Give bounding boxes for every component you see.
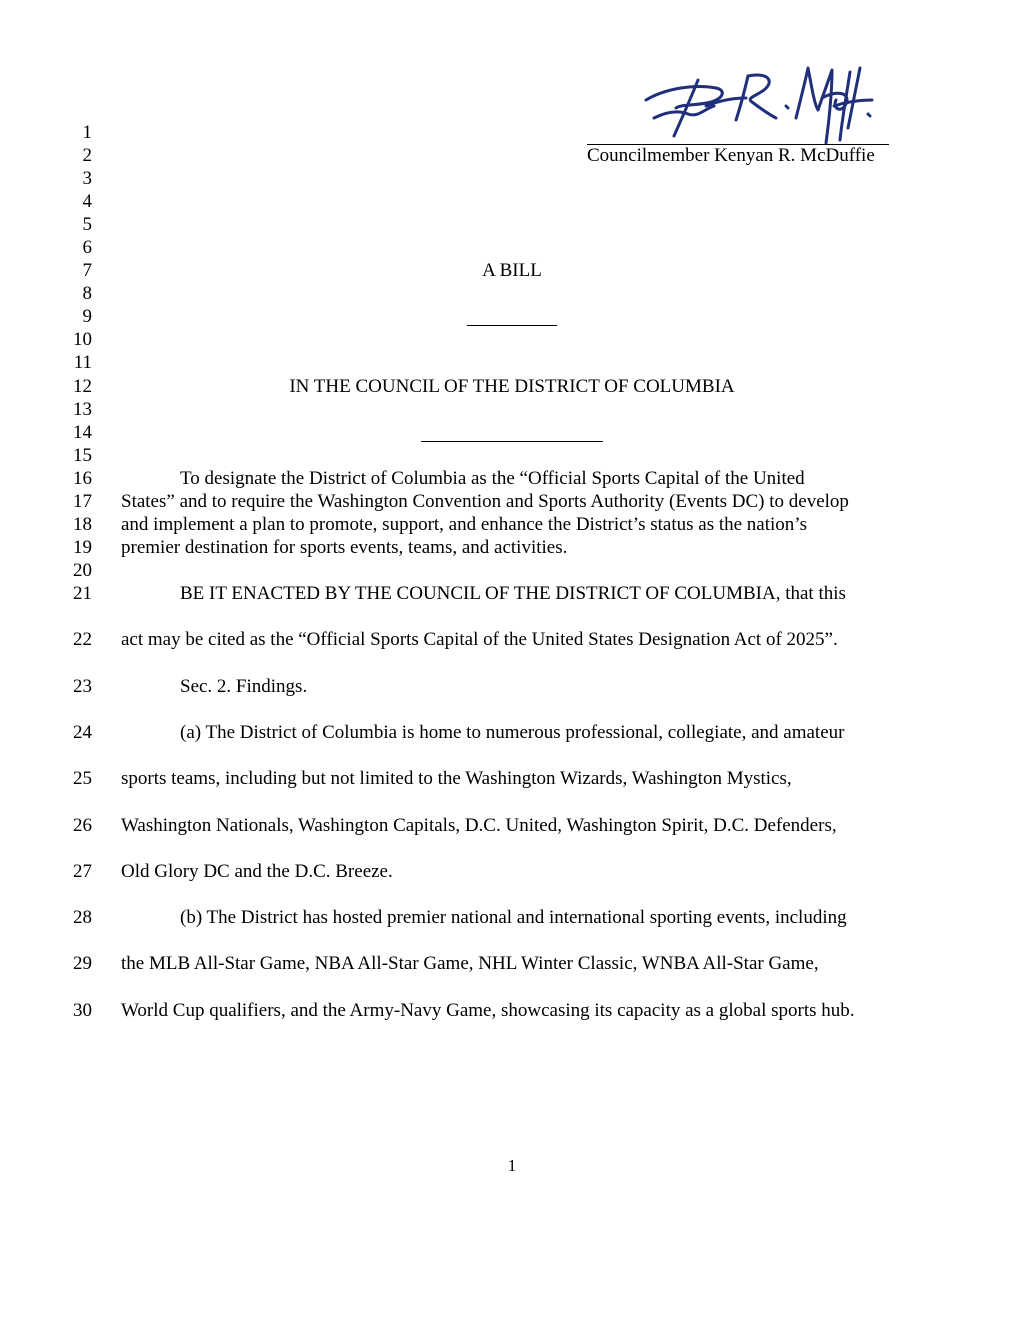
line-number: 7 <box>82 260 92 281</box>
purpose-line: States” and to require the Washington Convention and Sports Authority (Events DC) to develop <box>121 491 849 512</box>
line-number: 6 <box>82 237 92 258</box>
finding-a-line: Washington Nationals, Washington Capitals, D.C. United, Washington Spirit, D.C. Defenders, <box>121 815 837 836</box>
purpose-line: To designate the District of Columbia as the “Official Sports Capital of the United <box>180 468 805 489</box>
line-number: 20 <box>73 560 92 581</box>
finding-b-line: (b) The District has hosted premier national and international sporting events, including <box>180 907 847 928</box>
signature-name: Councilmember Kenyan R. McDuffie <box>587 145 875 166</box>
page-number: 1 <box>507 1156 517 1175</box>
line-number: 10 <box>73 329 92 350</box>
purpose-line: premier destination for sports events, teams, and activities. <box>121 537 568 558</box>
line-number: 25 <box>73 768 92 789</box>
bill-number-blank <box>467 325 557 326</box>
line-number: 13 <box>73 399 92 420</box>
line-number: 12 <box>73 376 92 397</box>
line-number: 15 <box>73 445 92 466</box>
line-number: 5 <box>82 214 92 235</box>
line-number: 26 <box>73 815 92 836</box>
line-number: 22 <box>73 629 92 650</box>
finding-b-line: World Cup qualifiers, and the Army-Navy Game, showcasing its capacity as a global sports hub. <box>121 1000 855 1021</box>
line-number: 4 <box>82 191 92 212</box>
finding-b-line: the MLB All-Star Game, NBA All-Star Game, NHL Winter Classic, WNBA All-Star Game, <box>121 953 819 974</box>
enacting-clause-line: BE IT ENACTED BY THE COUNCIL OF THE DISTRICT OF COLUMBIA, that this <box>180 583 846 604</box>
line-number: 30 <box>73 1000 92 1021</box>
finding-a-line: Old Glory DC and the D.C. Breeze. <box>121 861 393 882</box>
title-blank <box>421 441 603 442</box>
line-number: 19 <box>73 537 92 558</box>
line-number: 24 <box>73 722 92 743</box>
council-heading: IN THE COUNCIL OF THE DISTRICT OF COLUMBIA <box>289 376 735 397</box>
line-number: 17 <box>73 491 92 512</box>
finding-a-line: (a) The District of Columbia is home to numerous professional, collegiate, and amateur <box>180 722 845 743</box>
line-number: 21 <box>73 583 92 604</box>
section-heading: Sec. 2. Findings. <box>180 676 308 697</box>
line-number: 23 <box>73 676 92 697</box>
line-number: 16 <box>73 468 92 489</box>
signature-image <box>636 58 888 146</box>
line-number: 29 <box>73 953 92 974</box>
line-number: 8 <box>82 283 92 304</box>
line-number: 1 <box>82 122 92 143</box>
line-number: 2 <box>82 145 92 166</box>
enacting-clause-line: act may be cited as the “Official Sports Capital of the United States Designation Act of 2025”. <box>121 629 838 650</box>
line-number: 11 <box>73 352 92 373</box>
line-number: 14 <box>73 422 92 443</box>
line-number: 28 <box>73 907 92 928</box>
finding-a-line: sports teams, including but not limited to the Washington Wizards, Washington Mystics, <box>121 768 792 789</box>
bill-label: A BILL <box>482 260 542 281</box>
line-number: 3 <box>82 168 92 189</box>
purpose-line: and implement a plan to promote, support, and enhance the District’s status as the nation’s <box>121 514 807 535</box>
line-number: 18 <box>73 514 92 535</box>
line-number: 9 <box>82 306 92 327</box>
line-number: 27 <box>73 861 92 882</box>
